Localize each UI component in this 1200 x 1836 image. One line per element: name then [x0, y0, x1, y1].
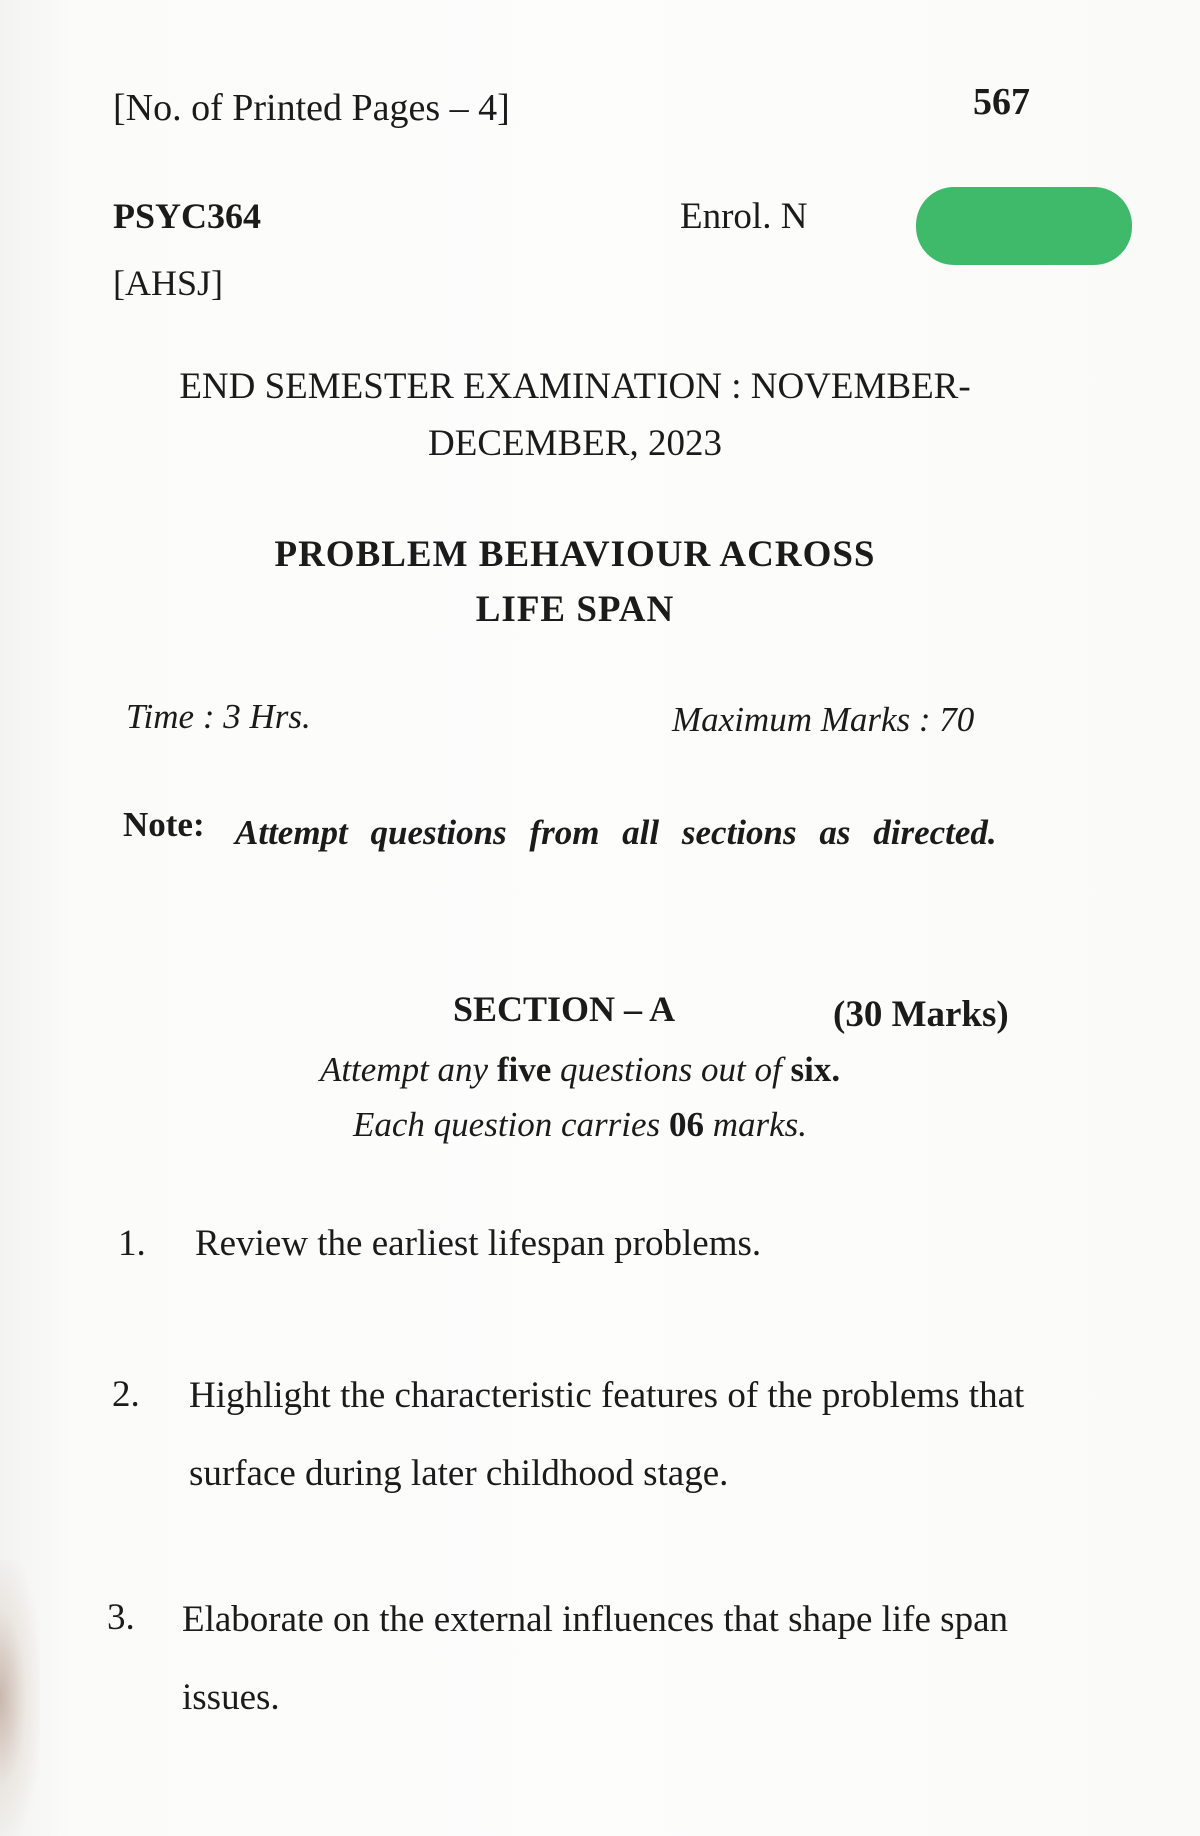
- note-label-text: Note:: [123, 805, 205, 844]
- section-instruction-2: [0, 1105, 1160, 1145]
- note-text: Attempt questions from all sections as directed.: [235, 813, 997, 852]
- question-1-number: 1.: [118, 1223, 146, 1264]
- printed-pages-label: [No. of Printed Pages – 4]: [113, 87, 510, 129]
- enrolment-label: Enrol. N: [680, 196, 808, 237]
- instruction-1-pre: Attempt any: [319, 1050, 489, 1089]
- redaction-mark: [916, 187, 1132, 265]
- instruction-2-post: marks.: [712, 1105, 807, 1144]
- instruction-1-total: six: [790, 1050, 832, 1089]
- question-1-text: Review the earliest lifespan problems.: [195, 1223, 762, 1264]
- course-code: PSYC364: [113, 196, 262, 236]
- paper-title-line-1: PROBLEM BEHAVIOUR ACROSS: [274, 534, 876, 575]
- question-3-number: 3.: [107, 1597, 135, 1638]
- maximum-marks: Maximum Marks : 70: [672, 700, 975, 739]
- center-code: [AHSJ]: [113, 263, 224, 303]
- instruction-2-pre: Each question carries: [353, 1105, 661, 1144]
- section-a-marks: (30 Marks): [833, 994, 1009, 1035]
- exam-title-line-1: END SEMESTER EXAMINATION : NOVEMBER-: [179, 366, 971, 407]
- question-2-text: Highlight the characteristic features of the problems that surface during later childhood stage.: [189, 1375, 1025, 1494]
- instruction-1-end: .: [831, 1050, 841, 1089]
- exam-title-line-2: DECEMBER, 2023: [428, 423, 722, 464]
- section-a-title: SECTION – A: [453, 989, 676, 1029]
- note-label: [123, 805, 205, 845]
- question-2-number: 2.: [112, 1374, 140, 1415]
- question-3-text: Elaborate on the external influences that shape life span issues.: [182, 1599, 1008, 1718]
- paper-title-line-2: LIFE SPAN: [475, 589, 675, 630]
- paper-number: 567: [973, 81, 1030, 123]
- section-instruction-1: [0, 1050, 1160, 1090]
- page-edge-shadow: [0, 1560, 40, 1836]
- instruction-1-mid: questions out of: [560, 1050, 782, 1089]
- time-allowed: Time : 3 Hrs.: [126, 697, 311, 736]
- instruction-2-marks: 06: [668, 1105, 704, 1144]
- instruction-1-count: five: [496, 1050, 552, 1089]
